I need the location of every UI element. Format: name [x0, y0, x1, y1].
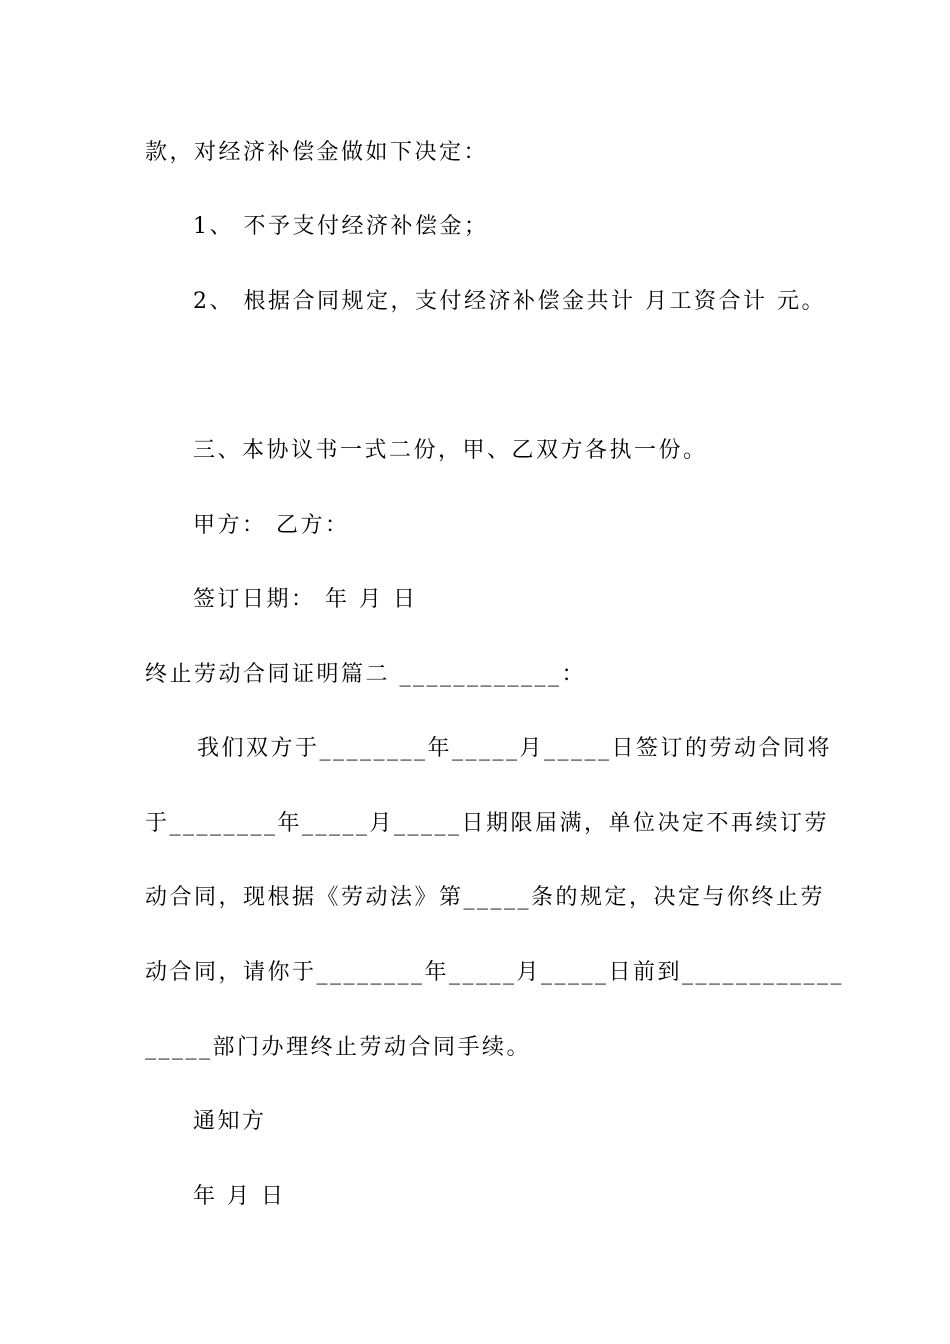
- notice-paragraph-line-1: 我们双方于________年_____月_____日签订的劳动合同将: [197, 736, 833, 761]
- section-title: 终止劳动合同证明篇二 ____________：: [145, 662, 586, 687]
- party-signatures: 甲方： 乙方：: [193, 513, 350, 538]
- paragraph-compensation-intro: 款，对经济补偿金做如下决定：: [145, 140, 489, 165]
- notifier-label: 通知方: [193, 1109, 267, 1134]
- signing-date: 签订日期： 年 月 日: [193, 587, 418, 612]
- notice-paragraph-line-5: _____部门办理终止劳动合同手续。: [145, 1035, 532, 1060]
- notice-paragraph-line-2: 于________年_____月_____日期限届满，单位决定不再续订劳: [145, 811, 830, 836]
- clause-copies: 三、本协议书一式二份，甲、乙双方各执一份。: [193, 438, 708, 463]
- notice-paragraph-line-3: 动合同，现根据《劳动法》第_____条的规定，决定与你终止劳: [145, 885, 826, 910]
- notice-paragraph-line-4: 动合同，请你于________年_____月_____日前到____________: [145, 960, 845, 985]
- item-no-compensation: 1、 不予支付经济补偿金；: [193, 214, 489, 239]
- notice-date: 年 月 日: [193, 1184, 286, 1209]
- item-pay-compensation: 2、 根据合同规定，支付经济补偿金共计 月工资合计 元。: [193, 289, 826, 314]
